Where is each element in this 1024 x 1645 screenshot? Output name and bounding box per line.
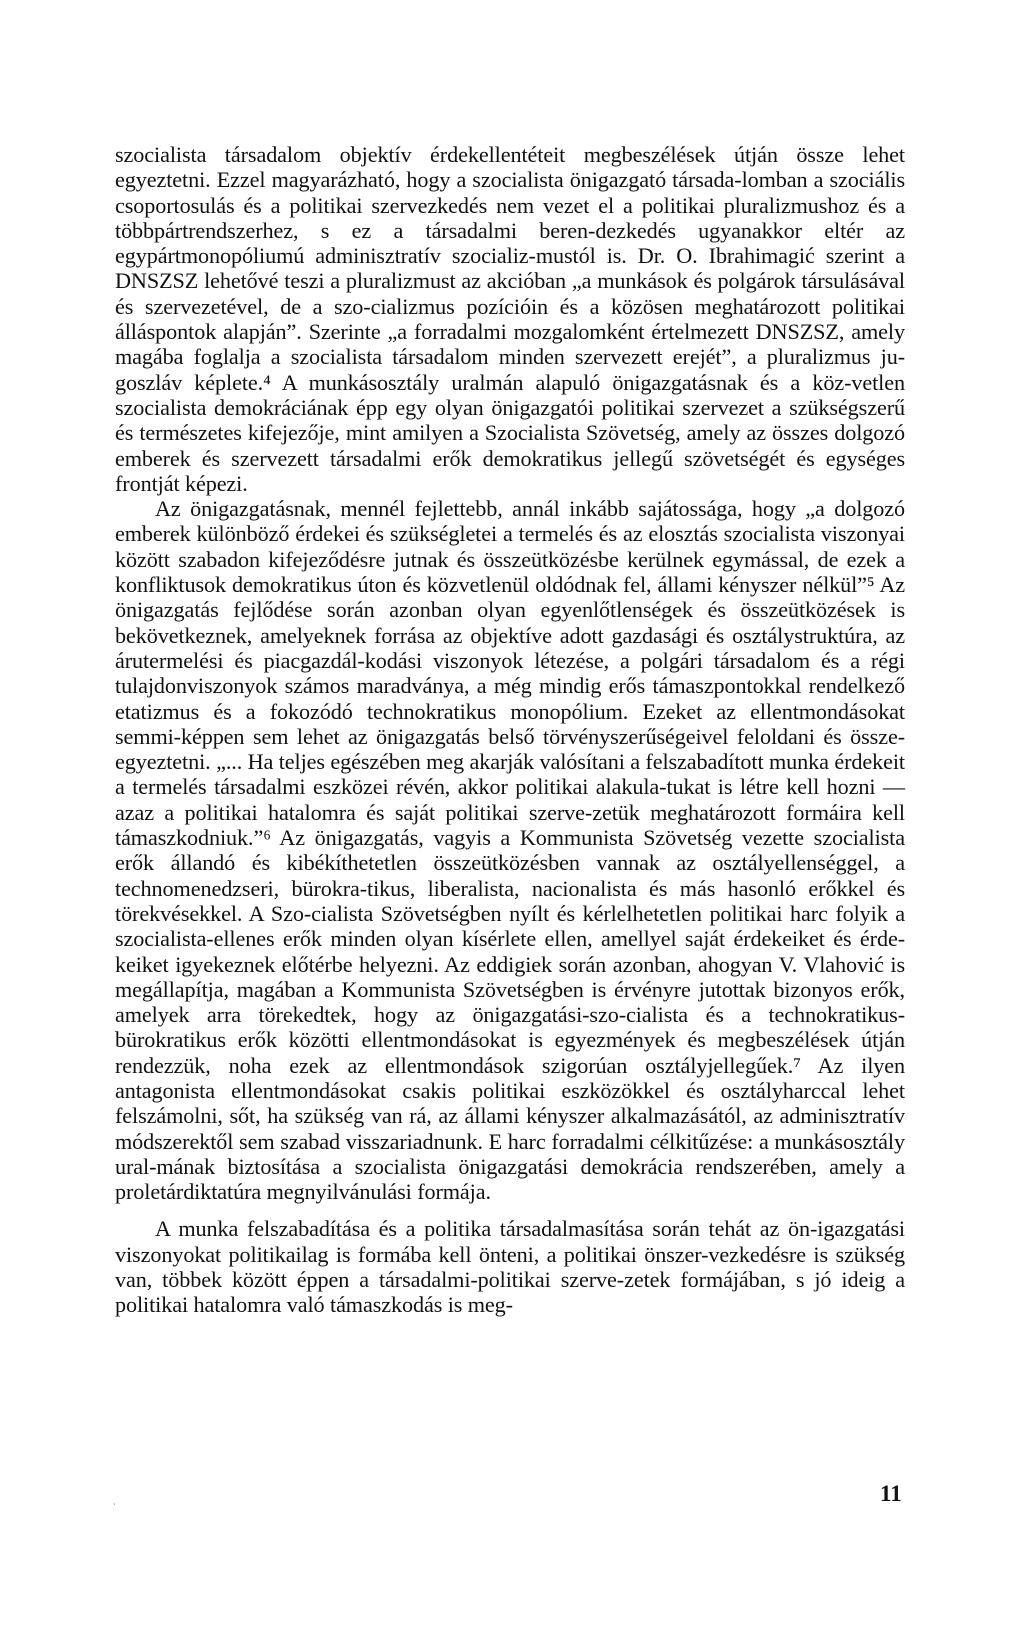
text-line: A munka felszabadítása és a politika társadalmasítása során tehát az ön- [155,1216,818,1242]
text-line: vezkedésre is szükség van, többek között éppen a társadalmi-politikai szerve- [115,1241,905,1293]
paragraph-2 [115,496,905,1204]
text-line: jutottak bizonyos erők, amelyek arra törekedtek, hogy az önigazgatási-szo- [115,976,905,1028]
text-line: igazgatási viszonyokat politikailag is formába kell önteni, a politikai önszer- [115,1216,905,1267]
text-line: mustól is. Dr. O. Ibrahimagić szerint a DNSZSZ lehetővé teszi a pluralizmust [115,243,906,294]
text-line: szabad visszariadnunk. E harc forradalmi célkitűzése: a munkásosztály ural- [115,1128,905,1179]
text-line: az akcióban „a munkások és polgárok társulásával és szervezetével, de a szo- [115,268,905,319]
page-speck: · [113,1500,116,1509]
text-line: képpen sem lehet az önigazgatás belső törvényszerűségeivel feloldani és össze- [180,723,905,749]
text-line: a szükségszerű és természetes kifejezője, mint amilyen a Szocialista Szövetség, [115,394,905,446]
text-line: lehet egyeztetni. Ezzel magyarázható, hogy a szocialista önigazgató társada- [115,142,905,193]
text-line: Az önigazgatásnak, mennél fejlettebb, annál inkább sajátossága, hogy „a [155,496,825,522]
text-line: mának biztosítása a szocialista önigazgatási demokrácia rendszerében, amely [156,1153,883,1179]
text-line: cialista és a technokratikus-bürokratikus erők közötti ellentmondásokat is [115,1002,905,1053]
text-line: egyeztetni. „... Ha teljes egészében meg akarják valósítani a felszabadított [115,749,764,775]
text-line: foglalja a szocialista társadalom minden szervezett erejét”, a pluralizmus ju- [193,344,905,370]
text-line: zetek formájában, s jó ideig a politikai hatalomra való támaszkodás is meg- [115,1267,905,1318]
text-line: lomban a szociális csoportosulás és a politikai szervezkedés nem vezet el a [115,167,906,218]
text-line: a proletárdiktatúra megnyilvánulási formája. [115,1153,905,1205]
text-line: és a fokozódó technokratikus monopólium. Ezeket az ellentmondásokat semmi- [115,698,905,749]
text-line: dezkedés ugyanakkor eltér az egypártmonopóliumú adminisztratív szocializ- [115,217,906,269]
text-line: cialista Szövetségben nyílt és kérlelhetetlen politikai harc folyik a szocialista- [115,900,906,952]
text-line: kerülnek egymással, de ezek a konfliktusok demokratikus úton és közvetlenül [115,546,905,598]
text-line: számos maradványa, a még mindig erős támaszpontokkal rendelkező etatizmus [115,673,905,724]
text-line: Vlahović is megállapítja, magában a Kommunista Szövetségben is érvényre [115,951,906,1002]
page-body [115,142,905,1318]
text-line: goszláv képlete.⁴ A munkásosztály uralmán alapuló önigazgatásnak és a köz- [115,369,852,395]
text-line: kodási viszonyok létezése, a polgári társadalom és a régi tulajdonviszonyok [115,647,905,699]
text-line: tikus, liberalista, nacionalista és más hasonló erőkkel és törekvésekkel. A Szo- [115,875,905,926]
text-line: politikai pluralizmushoz és a többpártrendszerhez, s ez a társadalmi beren- [115,192,905,243]
text-line: szigorúan osztályjellegűek.⁷ Az ilyen antagonista ellentmondásokat csakis [115,1052,906,1103]
text-line: munka érdekeit a termelés társadalmi eszközei révén, akkor politikai alakula- [115,749,905,800]
text-line: cializmus pozícióin és a közösen meghatározott politikai álláspontok alapján”. [115,293,905,345]
text-line: szocialista viszonyai között szabadon kifejeződésre jutnak és összeütközésbe [115,521,905,572]
paragraph-1 [115,142,905,496]
text-line: oldódnak fel, állami kényszer nélkül”⁵ Az önigazgatás fejlődése során azonban [115,572,905,623]
page-number: 11 [880,1481,902,1506]
text-line: a Kommunista Szövetség vezette szocialista erők állandó és kibékíthetetlen [115,825,905,876]
text-line: ellenes erők minden olyan kísérlete ellen, amellyel saját érdekeiket és érde- [213,926,905,952]
text-line: rá, az állami kényszer alkalmazásától, az adminisztratív módszerektől sem [115,1103,906,1154]
text-line: összeütközésben vannak az osztályellenséggel, a technomenedzseri, bürokra- [115,850,905,901]
text-line: amely az összes dolgozó emberek és szervezett társadalmi erők demokratikus [115,420,905,471]
text-line: keiket igyekeznek előtérbe helyezni. Az eddigiek során azonban, ahogyan V. [115,951,798,977]
text-line: szocialista társadalom objektív érdekellentéteit megbeszélések útján össze [115,142,844,167]
text-line: vetlen szocialista demokráciának épp egy olyan önigazgatói politikai szervezet [115,369,905,420]
text-line: az objektíve adott gazdasági és osztálystruktúra, az árutermelési és piacgazdál- [115,622,905,673]
text-line: egyezmények és megbeszélések útján rendezzük, noha ezek az ellentmondások [115,1027,905,1078]
text-line: Szerinte „a forradalmi mozgalomként értelmezett DNSZSZ, amely magába [115,319,905,370]
text-line: tukat is létre kell hozni — azaz a politikai hatalomra és saját politikai szerve- [115,774,905,825]
text-line: jellegű szövetségét és egységes frontját képezi. [115,445,906,496]
text-line: dolgozó emberek különböző érdekei és szükségletei a termelés és az elosztás [115,496,906,547]
text-line: zetük meghatározott formáira kell támaszkodniuk.”⁶ Az önigazgatás, vagyis [115,799,905,851]
text-line: politikai eszközökkel és osztályharccal lehet felszámolni, sőt, ha szükség van [115,1077,905,1129]
paragraph-3 [115,1216,905,1317]
text-line: olyan egyenlőtlenségek és összeütközések is bekövetkeznek, amelyeknek forrása [115,597,905,648]
